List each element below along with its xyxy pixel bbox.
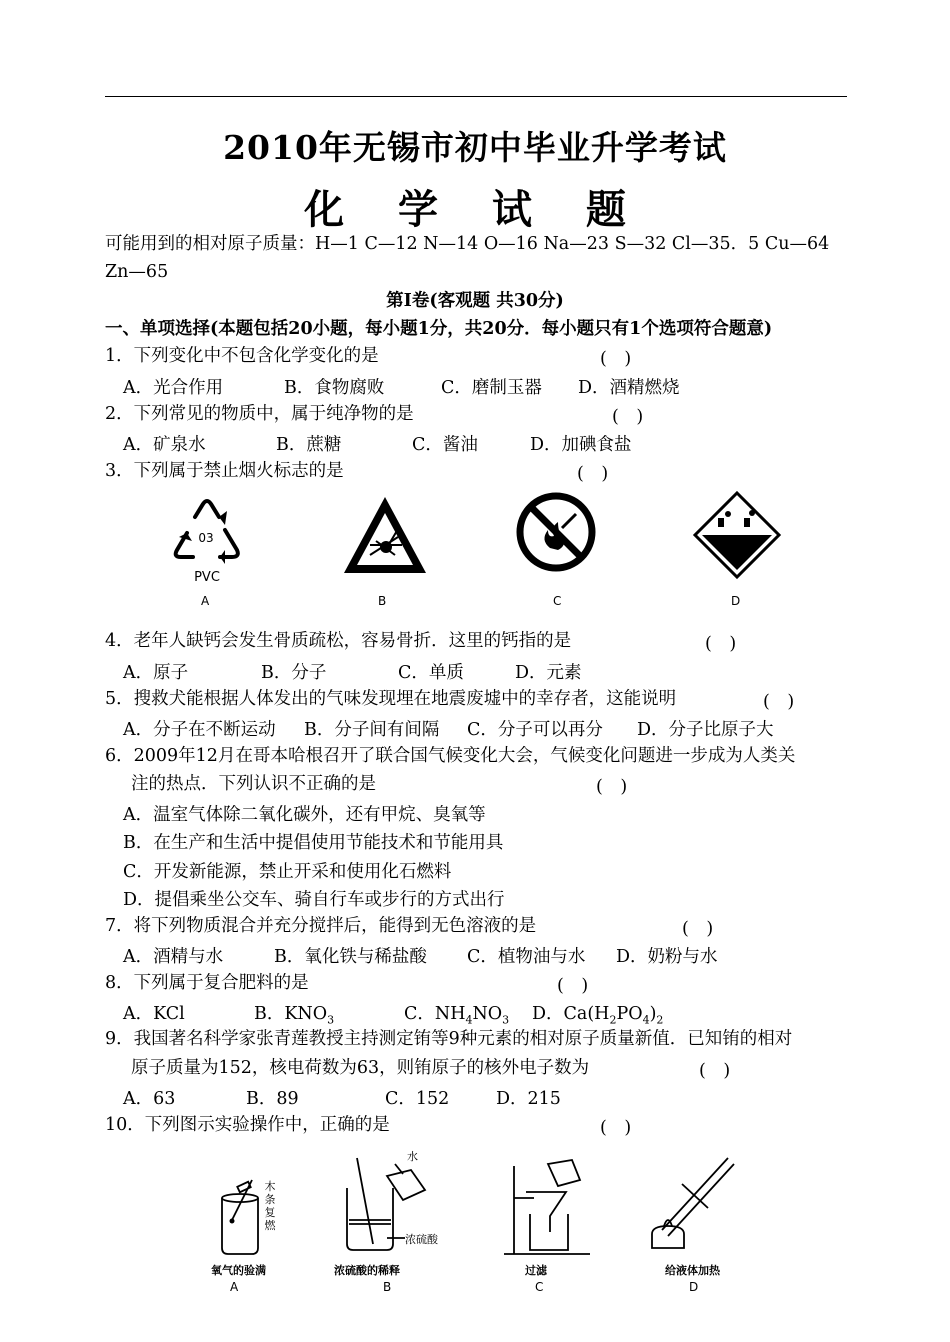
q4-stem: 4．老年人缺钙会发生骨质疏松，容易骨折．这里的钙指的是	[105, 631, 572, 651]
q1-option-d: D．酒精燃烧	[578, 378, 680, 398]
atomic-masses-2: Zn—65	[105, 262, 169, 282]
q1-stem: 1．下列变化中不包含化学变化的是	[105, 346, 379, 366]
corrosive-warning-icon	[692, 490, 782, 580]
top-rule	[105, 96, 847, 97]
q6-option-b: B．在生产和生活中提倡使用节能技术和节能用具	[123, 833, 504, 853]
q5-option-b: B．分子间有间隔	[304, 720, 440, 740]
q2-answer-paren: ( )	[612, 407, 644, 427]
q4-option-b: B．分子	[261, 663, 327, 683]
q1-answer-paren: ( )	[600, 349, 632, 369]
recycle-pvc-text: PVC	[194, 570, 220, 585]
q9-option-b: B．89	[246, 1089, 299, 1109]
q6-answer-paren: ( )	[596, 777, 628, 797]
q9-option-d: D．215	[496, 1089, 561, 1109]
q4-option-c: C．单质	[398, 663, 464, 683]
q10-caption-a: 氧气的验满	[211, 1264, 266, 1277]
q6-option-a: A．温室气体除二氧化碳外，还有甲烷、臭氧等	[123, 805, 486, 825]
q3-fig-label-b: B	[378, 594, 387, 608]
q8-stem: 8．下列属于复合肥料的是	[105, 973, 309, 993]
q3-fig-label-d: D	[731, 594, 741, 608]
svg-text:条: 条	[264, 1193, 276, 1206]
volume-title: 第Ⅰ卷(客观题 共30分)	[386, 291, 564, 311]
q7-option-d: D．奶粉与水	[616, 947, 718, 967]
q4-option-a: A．原子	[123, 663, 189, 683]
liquid-heating-diagram	[642, 1148, 747, 1260]
exam-title: 2010年无锡市初中毕业升学考试	[223, 128, 727, 167]
no-fire-sign-icon	[514, 490, 598, 574]
q5-option-a: A．分子在不断运动	[123, 720, 276, 740]
q2-option-a: A．矿泉水	[123, 435, 206, 455]
q7-stem: 7．将下列物质混合并充分搅拌后，能得到无色溶液的是	[105, 916, 537, 936]
explosive-warning-icon	[340, 493, 430, 578]
q8-option-a: A．KCl	[123, 1004, 185, 1024]
q7-option-b: B．氧化铁与稀盐酸	[274, 947, 427, 967]
q5-answer-paren: ( )	[763, 692, 795, 712]
filtration-diagram	[500, 1158, 595, 1260]
q3-stem: 3．下列属于禁止烟火标志的是	[105, 461, 344, 481]
exam-subtitle: 化 学 试 题	[304, 186, 646, 233]
q10-fig-label-b: B	[383, 1280, 392, 1294]
q3-fig-label-a: A	[201, 594, 210, 608]
q8-answer-paren: ( )	[557, 976, 589, 996]
q2-stem: 2．下列常见的物质中，属于纯净物的是	[105, 404, 414, 424]
q8-option-c: C．$NH_4NO_3$	[404, 1004, 510, 1027]
q4-option-d: D．元素	[515, 663, 582, 683]
q2-option-d: D．加碘食盐	[530, 435, 632, 455]
q10-fig-label-c: C	[535, 1280, 544, 1294]
q6-stem: 6．2009年12月在哥本哈根召开了联合国气候变化大会，气候变化问题进一步成为人类关	[105, 746, 796, 766]
q1-option-c: C．磨制玉器	[441, 378, 542, 398]
recycle-code-text: 03	[198, 531, 214, 545]
q9-stem-2: 原子质量为152，核电荷数为63，则铕原子的核外电子数为	[131, 1058, 590, 1078]
q8-option-b: B．$KNO_3$	[254, 1004, 335, 1027]
q6-stem-2: 注的热点．下列认识不正确的是	[131, 774, 376, 794]
q7-option-c: C．植物油与水	[467, 947, 586, 967]
acid-dilution-diagram	[335, 1148, 455, 1260]
q1-option-b: B．食物腐败	[284, 378, 385, 398]
q10-fig-label-a: A	[230, 1280, 239, 1294]
q9-stem: 9．我国著名科学家张青莲教授主持测定铕等9种元素的相对原子质量新值．已知铕的相对	[105, 1029, 793, 1049]
q6-option-d: D．提倡乘坐公交车、骑自行车或步行的方式出行	[123, 890, 505, 910]
q8-option-d: D．$Ca(H_2PO_4)_2$	[532, 1004, 664, 1027]
q10-caption-d: 给液体加热	[665, 1264, 720, 1277]
q7-option-a: A．酒精与水	[123, 947, 224, 967]
q7-answer-paren: ( )	[682, 919, 714, 939]
q5-option-c: C．分子可以再分	[467, 720, 603, 740]
atomic-masses: 可能用到的相对原子质量：H—1 C—12 N—14 O—16 Na—23 S—32 Cl—35．5 Cu—64	[105, 234, 830, 254]
q5-option-d: D．分子比原子大	[637, 720, 774, 740]
svg-text:浓硫酸: 浓硫酸	[405, 1233, 438, 1246]
q9-option-c: C．152	[385, 1089, 450, 1109]
q2-option-b: B．蔗糖	[276, 435, 342, 455]
oxygen-test-diagram	[212, 1170, 282, 1260]
q2-option-c: C．酱油	[412, 435, 478, 455]
svg-text:木: 木	[264, 1180, 276, 1193]
svg-text:燃: 燃	[264, 1219, 276, 1232]
svg-text:复: 复	[264, 1206, 276, 1219]
q9-answer-paren: ( )	[699, 1061, 731, 1081]
svg-text:水: 水	[407, 1150, 418, 1163]
recycle-symbol-icon	[165, 495, 250, 590]
section-title: 一、单项选择(本题包括20小题，每小题1分，共20分．每小题只有1个选项符合题意)	[105, 319, 773, 339]
q10-stem: 10．下列图示实验操作中，正确的是	[105, 1115, 390, 1135]
q10-answer-paren: ( )	[600, 1118, 632, 1138]
q1-option-a: A．光合作用	[123, 378, 224, 398]
q3-answer-paren: ( )	[577, 464, 609, 484]
q5-stem: 5．搜救犬能根据人体发出的气味发现埋在地震废墟中的幸存者，这能说明	[105, 689, 677, 709]
q6-option-c: C．开发新能源，禁止开采和使用化石燃料	[123, 862, 452, 882]
q3-fig-label-c: C	[553, 594, 562, 608]
q10-caption-b: 浓硫酸的稀释	[334, 1264, 400, 1277]
q10-caption-c: 过滤	[525, 1264, 547, 1277]
q10-fig-label-d: D	[689, 1280, 699, 1294]
q4-answer-paren: ( )	[705, 634, 737, 654]
q9-option-a: A．63	[123, 1089, 176, 1109]
